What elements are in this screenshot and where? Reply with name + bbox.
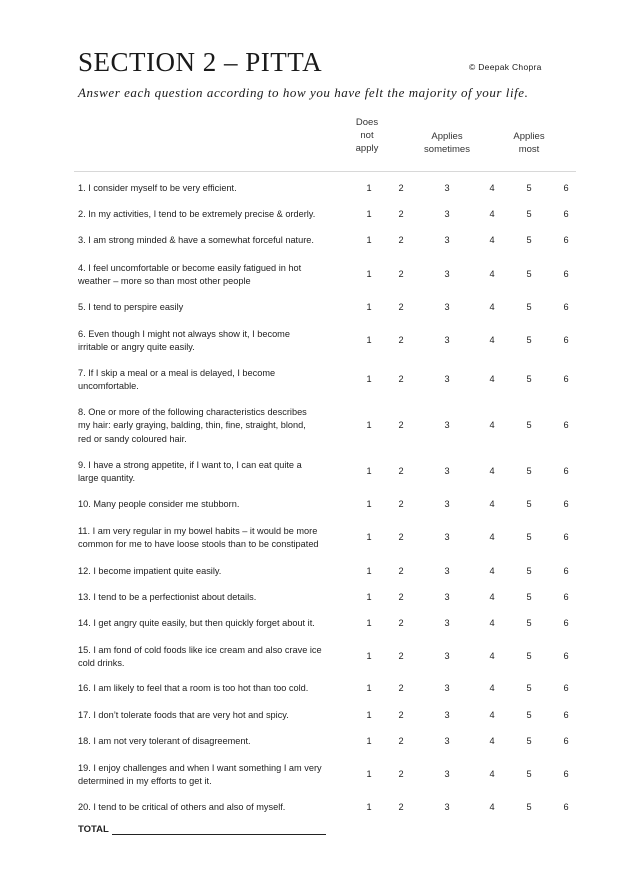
- question-text-line: 19. I enjoy challenges and when I want something I am very: [78, 762, 322, 773]
- question-text-line: 8. One or more of the following characteristics describes: [78, 406, 307, 417]
- rating-option-1[interactable]: 1: [366, 373, 372, 384]
- question-text-line: 14. I get angry quite easily, but then quickly forget about it.: [78, 618, 315, 629]
- rating-option-6[interactable]: 6: [563, 268, 569, 279]
- question-text: [78, 617, 346, 630]
- question-text-line: uncomfortable.: [78, 381, 139, 391]
- question-text-line: 11. I am very regular in my bowel habits – it would be more: [78, 525, 318, 536]
- rating-option-3[interactable]: 3: [444, 591, 450, 602]
- rating-option-1[interactable]: 1: [366, 591, 372, 602]
- question-text: [78, 262, 346, 289]
- rating-option-6[interactable]: 6: [563, 801, 569, 812]
- rating-option-5[interactable]: 5: [526, 768, 532, 779]
- rating-option-4[interactable]: 4: [489, 208, 495, 219]
- question-text-line: 2. In my activities, I tend to be extremely precise & orderly.: [78, 209, 316, 220]
- copyright-notice: © Deepak Chopra: [469, 62, 542, 72]
- rating-option-2[interactable]: 2: [398, 801, 404, 812]
- rating-option-2[interactable]: 2: [398, 301, 404, 312]
- rating-option-6[interactable]: 6: [563, 465, 569, 476]
- question-text-line: 4. I feel uncomfortable or become easily fatigued in hot: [78, 262, 302, 273]
- rating-option-2[interactable]: 2: [398, 735, 404, 746]
- rating-option-1[interactable]: 1: [366, 801, 372, 812]
- rating-option-1[interactable]: 1: [366, 234, 372, 245]
- rating-option-5[interactable]: 5: [526, 465, 532, 476]
- question-text-line: 18. I am not very tolerant of disagreement.: [78, 736, 251, 747]
- rating-option-1[interactable]: 1: [366, 301, 372, 312]
- question-text: [78, 182, 346, 195]
- question-text: [78, 301, 346, 314]
- rating-option-4[interactable]: 4: [489, 268, 495, 279]
- rating-option-5[interactable]: 5: [526, 498, 532, 509]
- rating-option-6[interactable]: 6: [563, 301, 569, 312]
- question-text-line: determined in my efforts to get it.: [78, 776, 212, 786]
- rating-option-2[interactable]: 2: [398, 208, 404, 219]
- question-text: [78, 234, 346, 247]
- rating-option-3[interactable]: 3: [444, 735, 450, 746]
- rating-option-2[interactable]: 2: [398, 465, 404, 476]
- question-text-line: 9. I have a strong appetite, if I want to, I can eat quite a: [78, 459, 302, 470]
- rating-option-6[interactable]: 6: [563, 208, 569, 219]
- rating-option-6[interactable]: 6: [563, 565, 569, 576]
- question-text-line: 3. I am strong minded & have a somewhat forceful nature.: [78, 235, 314, 246]
- question-text-line: 1. I consider myself to be very efficient.: [78, 183, 237, 194]
- rating-option-6[interactable]: 6: [563, 682, 569, 693]
- rating-option-1[interactable]: 1: [366, 531, 372, 542]
- section-title: SECTION 2 – PITTA: [78, 47, 323, 77]
- rating-option-2[interactable]: 2: [398, 268, 404, 279]
- rating-option-3[interactable]: 3: [444, 334, 450, 345]
- rating-option-4[interactable]: 4: [489, 373, 495, 384]
- question-text-line: 10. Many people consider me stubborn.: [78, 499, 240, 510]
- rating-option-1[interactable]: 1: [366, 682, 372, 693]
- rating-option-1[interactable]: 1: [366, 465, 372, 476]
- rating-option-6[interactable]: 6: [563, 234, 569, 245]
- question-text-line: common for me to have loose stools than to be constipated: [78, 539, 319, 549]
- rating-option-6[interactable]: 6: [563, 591, 569, 602]
- rating-option-6[interactable]: 6: [563, 373, 569, 384]
- total-label: TOTAL: [78, 824, 109, 835]
- rating-option-4[interactable]: 4: [489, 301, 495, 312]
- rating-option-4[interactable]: 4: [489, 591, 495, 602]
- rating-option-3[interactable]: 3: [444, 373, 450, 384]
- question-text-line: 6. Even though I might not always show it, I become: [78, 328, 290, 339]
- rating-option-5[interactable]: 5: [526, 801, 532, 812]
- rating-option-5[interactable]: 5: [526, 182, 532, 193]
- question-text: [78, 762, 346, 789]
- question-text: [78, 367, 346, 394]
- question-text: [78, 565, 346, 578]
- rating-option-6[interactable]: 6: [563, 709, 569, 720]
- question-text-line: 7. If I skip a meal or a meal is delayed, I become: [78, 367, 276, 378]
- rating-option-5[interactable]: 5: [526, 617, 532, 628]
- rating-option-6[interactable]: 6: [563, 531, 569, 542]
- rating-option-4[interactable]: 4: [489, 465, 495, 476]
- rating-option-4[interactable]: 4: [489, 768, 495, 779]
- rating-option-6[interactable]: 6: [563, 498, 569, 509]
- rating-option-1[interactable]: 1: [366, 565, 372, 576]
- rating-option-3[interactable]: 3: [444, 182, 450, 193]
- question-text: [78, 735, 346, 748]
- rating-option-2[interactable]: 2: [398, 709, 404, 720]
- rating-option-1[interactable]: 1: [366, 498, 372, 509]
- question-text: [78, 328, 346, 355]
- question-text-line: 17. I don’t tolerate foods that are very hot and spicy.: [78, 710, 289, 721]
- column-header-applies-sometimes: Applies sometimes: [424, 131, 470, 155]
- rating-option-5[interactable]: 5: [526, 682, 532, 693]
- question-text: [78, 406, 346, 446]
- rating-option-4[interactable]: 4: [489, 801, 495, 812]
- rating-option-2[interactable]: 2: [398, 617, 404, 628]
- question-text-line: my hair: early graying, balding, thin, fine, straight, blond,: [78, 420, 306, 431]
- rating-option-1[interactable]: 1: [366, 709, 372, 720]
- total-answer-line[interactable]: [112, 834, 326, 835]
- rating-option-6[interactable]: 6: [563, 735, 569, 746]
- rating-option-5[interactable]: 5: [526, 650, 532, 661]
- question-text-line: 13. I tend to be a perfectionist about details.: [78, 592, 257, 603]
- rating-option-5[interactable]: 5: [526, 591, 532, 602]
- rating-option-1[interactable]: 1: [366, 268, 372, 279]
- rating-option-2[interactable]: 2: [398, 565, 404, 576]
- rating-option-2[interactable]: 2: [398, 768, 404, 779]
- rating-option-2[interactable]: 2: [398, 182, 404, 193]
- rating-option-5[interactable]: 5: [526, 334, 532, 345]
- rating-option-3[interactable]: 3: [444, 768, 450, 779]
- rating-option-4[interactable]: 4: [489, 709, 495, 720]
- question-text-line: 16. I am likely to feel that a room is too hot than too cold.: [78, 683, 309, 694]
- rating-option-1[interactable]: 1: [366, 735, 372, 746]
- rating-option-2[interactable]: 2: [398, 373, 404, 384]
- rating-option-1[interactable]: 1: [366, 768, 372, 779]
- rating-option-6[interactable]: 6: [563, 419, 569, 430]
- question-text: [78, 498, 346, 511]
- rating-option-4[interactable]: 4: [489, 565, 495, 576]
- rating-option-5[interactable]: 5: [526, 565, 532, 576]
- question-text-line: 12. I become impatient quite easily.: [78, 566, 222, 577]
- question-text-line: cold drinks.: [78, 658, 125, 668]
- rating-option-4[interactable]: 4: [489, 182, 495, 193]
- rating-option-3[interactable]: 3: [444, 465, 450, 476]
- rating-option-2[interactable]: 2: [398, 591, 404, 602]
- rating-option-4[interactable]: 4: [489, 234, 495, 245]
- rating-option-1[interactable]: 1: [366, 617, 372, 628]
- rating-option-3[interactable]: 3: [444, 301, 450, 312]
- rating-option-4[interactable]: 4: [489, 498, 495, 509]
- rating-option-5[interactable]: 5: [526, 373, 532, 384]
- rating-option-3[interactable]: 3: [444, 208, 450, 219]
- rating-option-6[interactable]: 6: [563, 650, 569, 661]
- question-text: [78, 208, 346, 221]
- rating-option-5[interactable]: 5: [526, 268, 532, 279]
- rating-option-4[interactable]: 4: [489, 531, 495, 542]
- question-text: [78, 801, 346, 814]
- question-text: [78, 459, 346, 486]
- question-text-line: red or sandy coloured hair.: [78, 433, 187, 444]
- rating-option-5[interactable]: 5: [526, 709, 532, 720]
- question-text: [78, 591, 346, 604]
- rating-option-6[interactable]: 6: [563, 182, 569, 193]
- rating-option-3[interactable]: 3: [444, 234, 450, 245]
- rating-option-4[interactable]: 4: [489, 334, 495, 345]
- rating-option-1[interactable]: 1: [366, 182, 372, 193]
- rating-option-3[interactable]: 3: [444, 617, 450, 628]
- rating-option-3[interactable]: 3: [444, 709, 450, 720]
- rating-option-3[interactable]: 3: [444, 650, 450, 661]
- question-text: [78, 644, 346, 671]
- rating-option-2[interactable]: 2: [398, 234, 404, 245]
- question-text-line: weather – more so than most other people: [78, 276, 251, 286]
- rating-option-5[interactable]: 5: [526, 208, 532, 219]
- rating-option-2[interactable]: 2: [398, 498, 404, 509]
- question-text-line: 20. I tend to be critical of others and also of myself.: [78, 802, 286, 813]
- rating-option-4[interactable]: 4: [489, 682, 495, 693]
- rating-option-1[interactable]: 1: [366, 650, 372, 661]
- column-header-applies-most: Applies most: [513, 131, 545, 155]
- instructions-text: Answer each question according to how you have felt the majority of your life.: [78, 85, 529, 100]
- rating-option-5[interactable]: 5: [526, 234, 532, 245]
- rating-option-2[interactable]: 2: [398, 650, 404, 661]
- rating-option-1[interactable]: 1: [366, 334, 372, 345]
- rating-option-1[interactable]: 1: [366, 419, 372, 430]
- rating-option-3[interactable]: 3: [444, 682, 450, 693]
- rating-option-4[interactable]: 4: [489, 735, 495, 746]
- rating-option-4[interactable]: 4: [489, 419, 495, 430]
- rating-option-5[interactable]: 5: [526, 419, 532, 430]
- rating-option-2[interactable]: 2: [398, 682, 404, 693]
- question-text-line: irritable or angry quite easily.: [78, 342, 195, 352]
- rating-option-5[interactable]: 5: [526, 531, 532, 542]
- column-header-does-not-apply: Does not apply: [355, 117, 379, 154]
- question-text-line: 15. I am fond of cold foods like ice cream and also crave ice: [78, 644, 322, 655]
- rating-option-2[interactable]: 2: [398, 531, 404, 542]
- rating-option-6[interactable]: 6: [563, 617, 569, 628]
- question-text: [78, 709, 346, 722]
- rating-option-1[interactable]: 1: [366, 208, 372, 219]
- rating-option-4[interactable]: 4: [489, 617, 495, 628]
- rating-option-3[interactable]: 3: [444, 419, 450, 430]
- question-text: [78, 682, 346, 695]
- rating-option-3[interactable]: 3: [444, 565, 450, 576]
- rating-option-3[interactable]: 3: [444, 268, 450, 279]
- rating-option-6[interactable]: 6: [563, 768, 569, 779]
- rating-option-5[interactable]: 5: [526, 735, 532, 746]
- rating-option-3[interactable]: 3: [444, 531, 450, 542]
- rating-option-2[interactable]: 2: [398, 334, 404, 345]
- rating-option-2[interactable]: 2: [398, 419, 404, 430]
- rating-option-5[interactable]: 5: [526, 301, 532, 312]
- rating-option-4[interactable]: 4: [489, 650, 495, 661]
- rating-option-3[interactable]: 3: [444, 801, 450, 812]
- rating-option-6[interactable]: 6: [563, 334, 569, 345]
- question-text-line: large quantity.: [78, 473, 136, 483]
- rating-option-3[interactable]: 3: [444, 498, 450, 509]
- question-text-line: 5. I tend to perspire easily: [78, 302, 184, 313]
- question-text: [78, 525, 346, 552]
